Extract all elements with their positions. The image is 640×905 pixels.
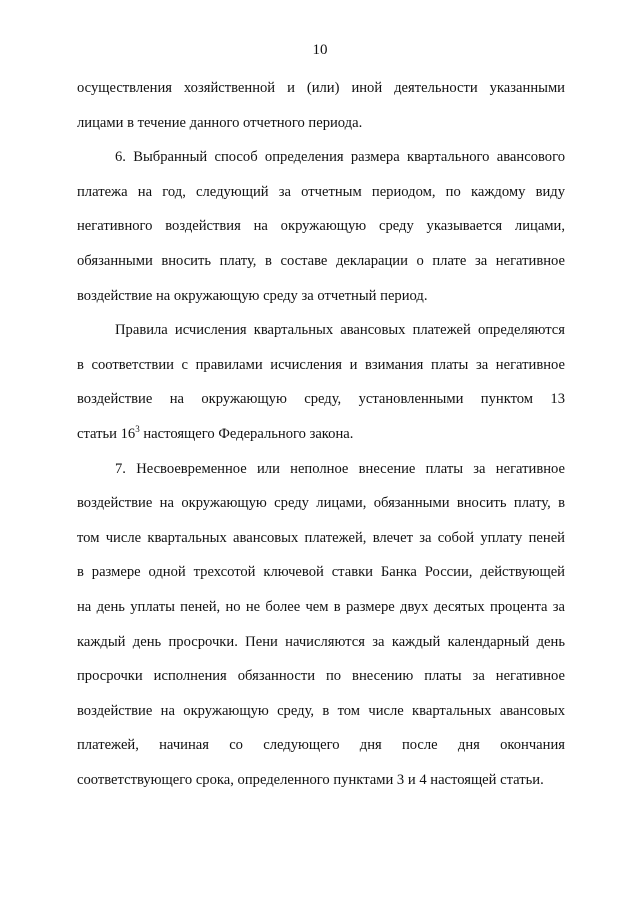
text-fragment: статьи 16: [77, 425, 136, 442]
text-line: обязанными вносить плату, в составе декларации о плате за негативное: [77, 252, 565, 269]
text-line: лицами в течение данного отчетного периода.: [77, 114, 363, 131]
text-line: воздействие на окружающую среду за отчетный период.: [77, 287, 428, 304]
text-line: каждый день просрочки. Пени начисляются за каждый календарный день: [77, 633, 565, 650]
text-line: осуществления хозяйственной и (или) иной деятельности указанными: [77, 80, 565, 96]
text-line: негативного воздействия на окружающую среду указывается лицами,: [77, 218, 565, 235]
text-line: просрочки исполнения обязанности по внесению платы за негативное: [77, 668, 565, 685]
superscript: 3: [135, 423, 140, 434]
paragraph-continuation: [77, 74, 565, 143]
text-line: воздействие на окружающую среду лицами, обязанными вносить плату, в: [77, 495, 565, 512]
paragraph-item-7: [77, 455, 565, 801]
page-number: 10: [312, 42, 328, 58]
text-line: воздействие на окружающую среду, установленными пунктом 13: [77, 391, 565, 408]
text-line: в размере одной трехсотой ключевой ставки Банка России, действующей: [77, 564, 565, 581]
text-line: на день уплаты пеней, но не более чем в размере двух десятых процента за: [77, 598, 565, 615]
text-line: Правила исчисления квартальных авансовых платежей определяются: [115, 322, 565, 339]
text-line: 7. Несвоевременное или неполное внесение платы за негативное: [115, 460, 565, 477]
text-line: платежа на год, следующий за отчетным периодом, по каждому виду: [77, 183, 565, 200]
text-line: 6. Выбранный способ определения размера квартального авансового: [115, 149, 565, 166]
text-line: воздействие на окружающую среду, в том числе квартальных авансовых: [77, 702, 565, 719]
paragraph-rules: [77, 316, 565, 454]
document-body: [77, 74, 565, 800]
text-line: соответствующего срока, определенного пунктами 3 и 4 настоящей статьи.: [77, 771, 544, 788]
paragraph-item-6: [77, 143, 565, 316]
text-line: [77, 420, 565, 455]
text-line: том числе квартальных авансовых платежей, влечет за собой уплату пеней: [77, 529, 565, 546]
text-line: в соответствии с правилами исчисления и взимания платы за негативное: [77, 356, 565, 373]
text-fragment: настоящего Федерального закона.: [139, 425, 354, 442]
text-line: платежей, начиная со следующего дня после дня окончания: [77, 737, 565, 754]
